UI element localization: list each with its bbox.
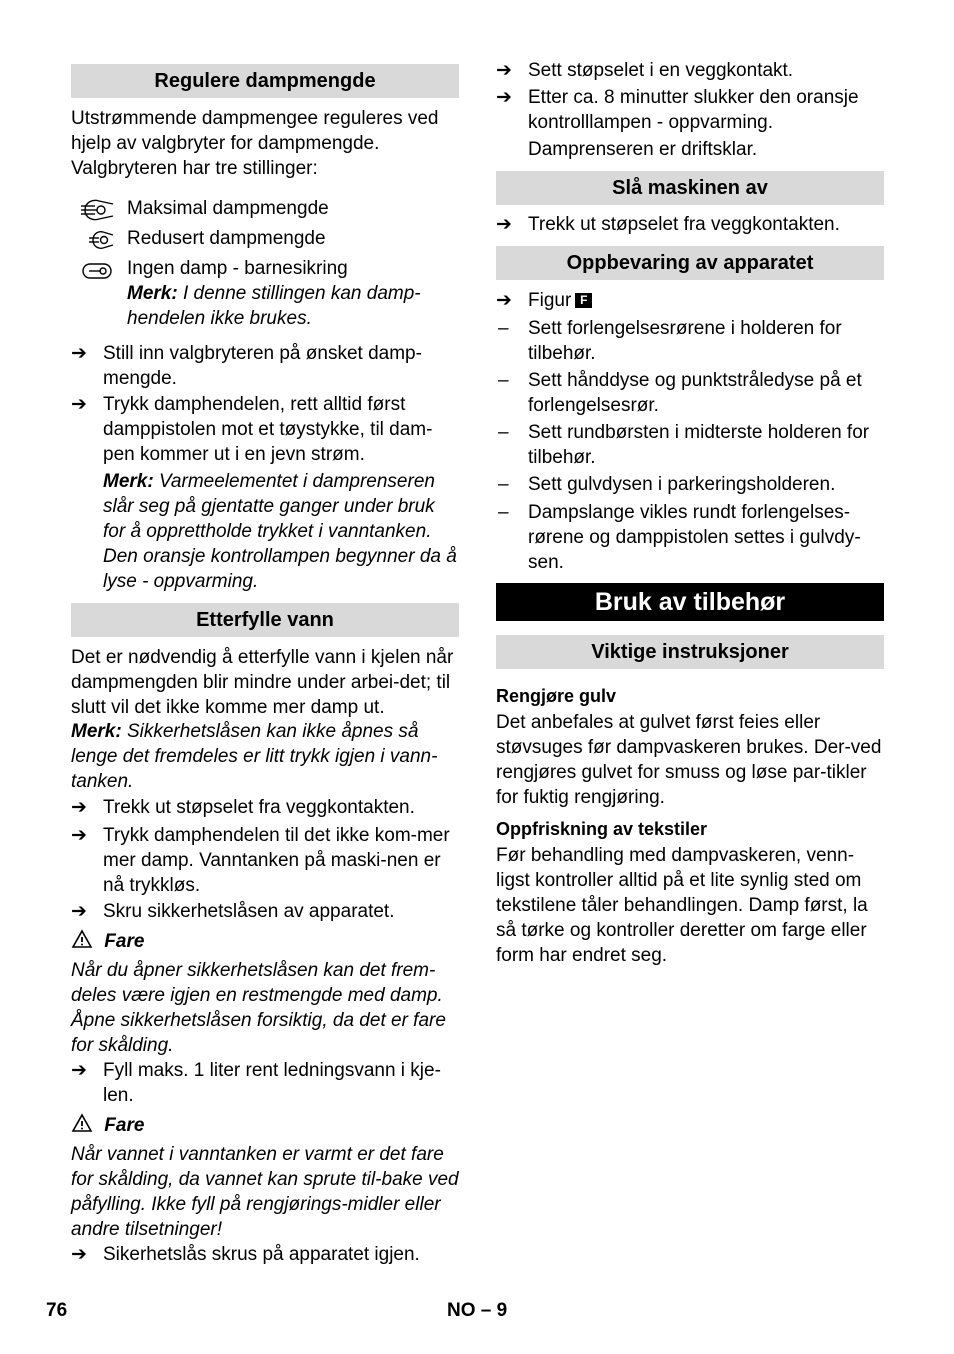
- steam-off-lock-icon: [81, 260, 113, 289]
- chapter-title: Bruk av tilbehør: [496, 583, 884, 621]
- arrow-right-icon: ➔: [71, 797, 87, 818]
- arrow-right-icon: ➔: [496, 214, 512, 235]
- arrow-right-icon: ➔: [71, 825, 87, 846]
- section-title-viktige: Viktige instruksjoner: [496, 635, 884, 669]
- warning-triangle-icon: [71, 1115, 98, 1136]
- setting-label-reduced: Redusert dampmengde: [127, 228, 326, 249]
- setting-note: Merk: I denne stillingen kan damp-hendelen ikke brukes.: [127, 283, 421, 329]
- setting-label-max: Maksimal dampmengde: [127, 198, 329, 219]
- arrow-right-icon: ➔: [71, 343, 87, 364]
- step-note: Merk: Varmeelementet i damprenseren slår seg på gjentatte ganger under bruk for å opprettholde trykket i vanntanken. Den oransje kontrollampen begynner da å lyse - oppvarming.: [103, 471, 457, 592]
- arrow-right-icon: ➔: [71, 901, 87, 922]
- paragraph-oppfriskning: Før behandling med dampvaskeren, venn-ligst kontroller alltid på et lite synlig sted om tekstilene tåler behandlingen. Damp først, la så tørke og kontroller deretter om farge eller form har endret seg.: [496, 845, 868, 966]
- arrow-right-icon: ➔: [71, 1244, 87, 1265]
- page-number: 76: [46, 1300, 68, 1321]
- warning-heading: Fare: [71, 1113, 459, 1138]
- step-continuation: Damprenseren er driftsklar.: [528, 139, 758, 160]
- warning-text: Når vannet i vanntanken er varmt er det fare for skålding, da vannet kan sprute til-bake ved påfylling. Ikke fyll på rengjørings-midler eller andre tilsetninger!: [71, 1144, 459, 1240]
- arrow-right-icon: ➔: [496, 290, 512, 311]
- section-title-etterfylle: Etterfylle vann: [71, 603, 459, 637]
- subheading-rengjore: Rengjøre gulv: [496, 686, 617, 706]
- section-page-label: NO – 9: [447, 1300, 508, 1321]
- setting-label-off: Ingen damp - barnesikring: [127, 258, 348, 279]
- arrow-right-icon: ➔: [71, 394, 87, 415]
- subheading-oppfriskning: Oppfriskning av tekstiler: [496, 819, 708, 839]
- warning-text: Når du åpner sikkerhetslåsen kan det frem-deles være igjen en restmengde med damp. Åpne sikkerhetslåsen forsiktig, da det er fare for skålding.: [71, 960, 446, 1056]
- arrow-right-icon: ➔: [496, 87, 512, 108]
- section-title-regulere: Regulere dampmengde: [71, 64, 459, 98]
- section-title-sla-av: Slå maskinen av: [496, 171, 884, 205]
- refill-note: Merk: Sikkerhetslåsen kan ikke åpnes så lenge det fremdeles er litt trykk igjen i vann-tanken.: [71, 721, 438, 792]
- paragraph-rengjore: Det anbefales at gulvet først feies eller støvsuges før dampvaskeren brukes. Der-ved rengjøres gulvet for smuss og løse par-tikler for fuktig rengjøring.: [496, 712, 882, 808]
- arrow-right-icon: ➔: [71, 1060, 87, 1081]
- intro-paragraph: Utstrømmende dampmengee reguleres ved hjelp av valgbryter for dampmengde. Valgbryteren har tre stillinger:: [71, 108, 439, 179]
- arrow-right-icon: ➔: [496, 60, 512, 81]
- refill-intro: Det er nødvendig å etterfylle vann i kjelen når dampmengden blir mindre under arbei-det; til slutt vil det ikke komme mer damp ut.: [71, 647, 454, 718]
- warning-heading: Fare: [71, 929, 459, 954]
- figure-label: F: [575, 293, 592, 308]
- warning-triangle-icon: [71, 931, 98, 952]
- steam-reduced-icon: [87, 228, 115, 259]
- steam-max-icon: [79, 196, 119, 231]
- section-title-oppbevaring: Oppbevaring av apparatet: [496, 246, 884, 280]
